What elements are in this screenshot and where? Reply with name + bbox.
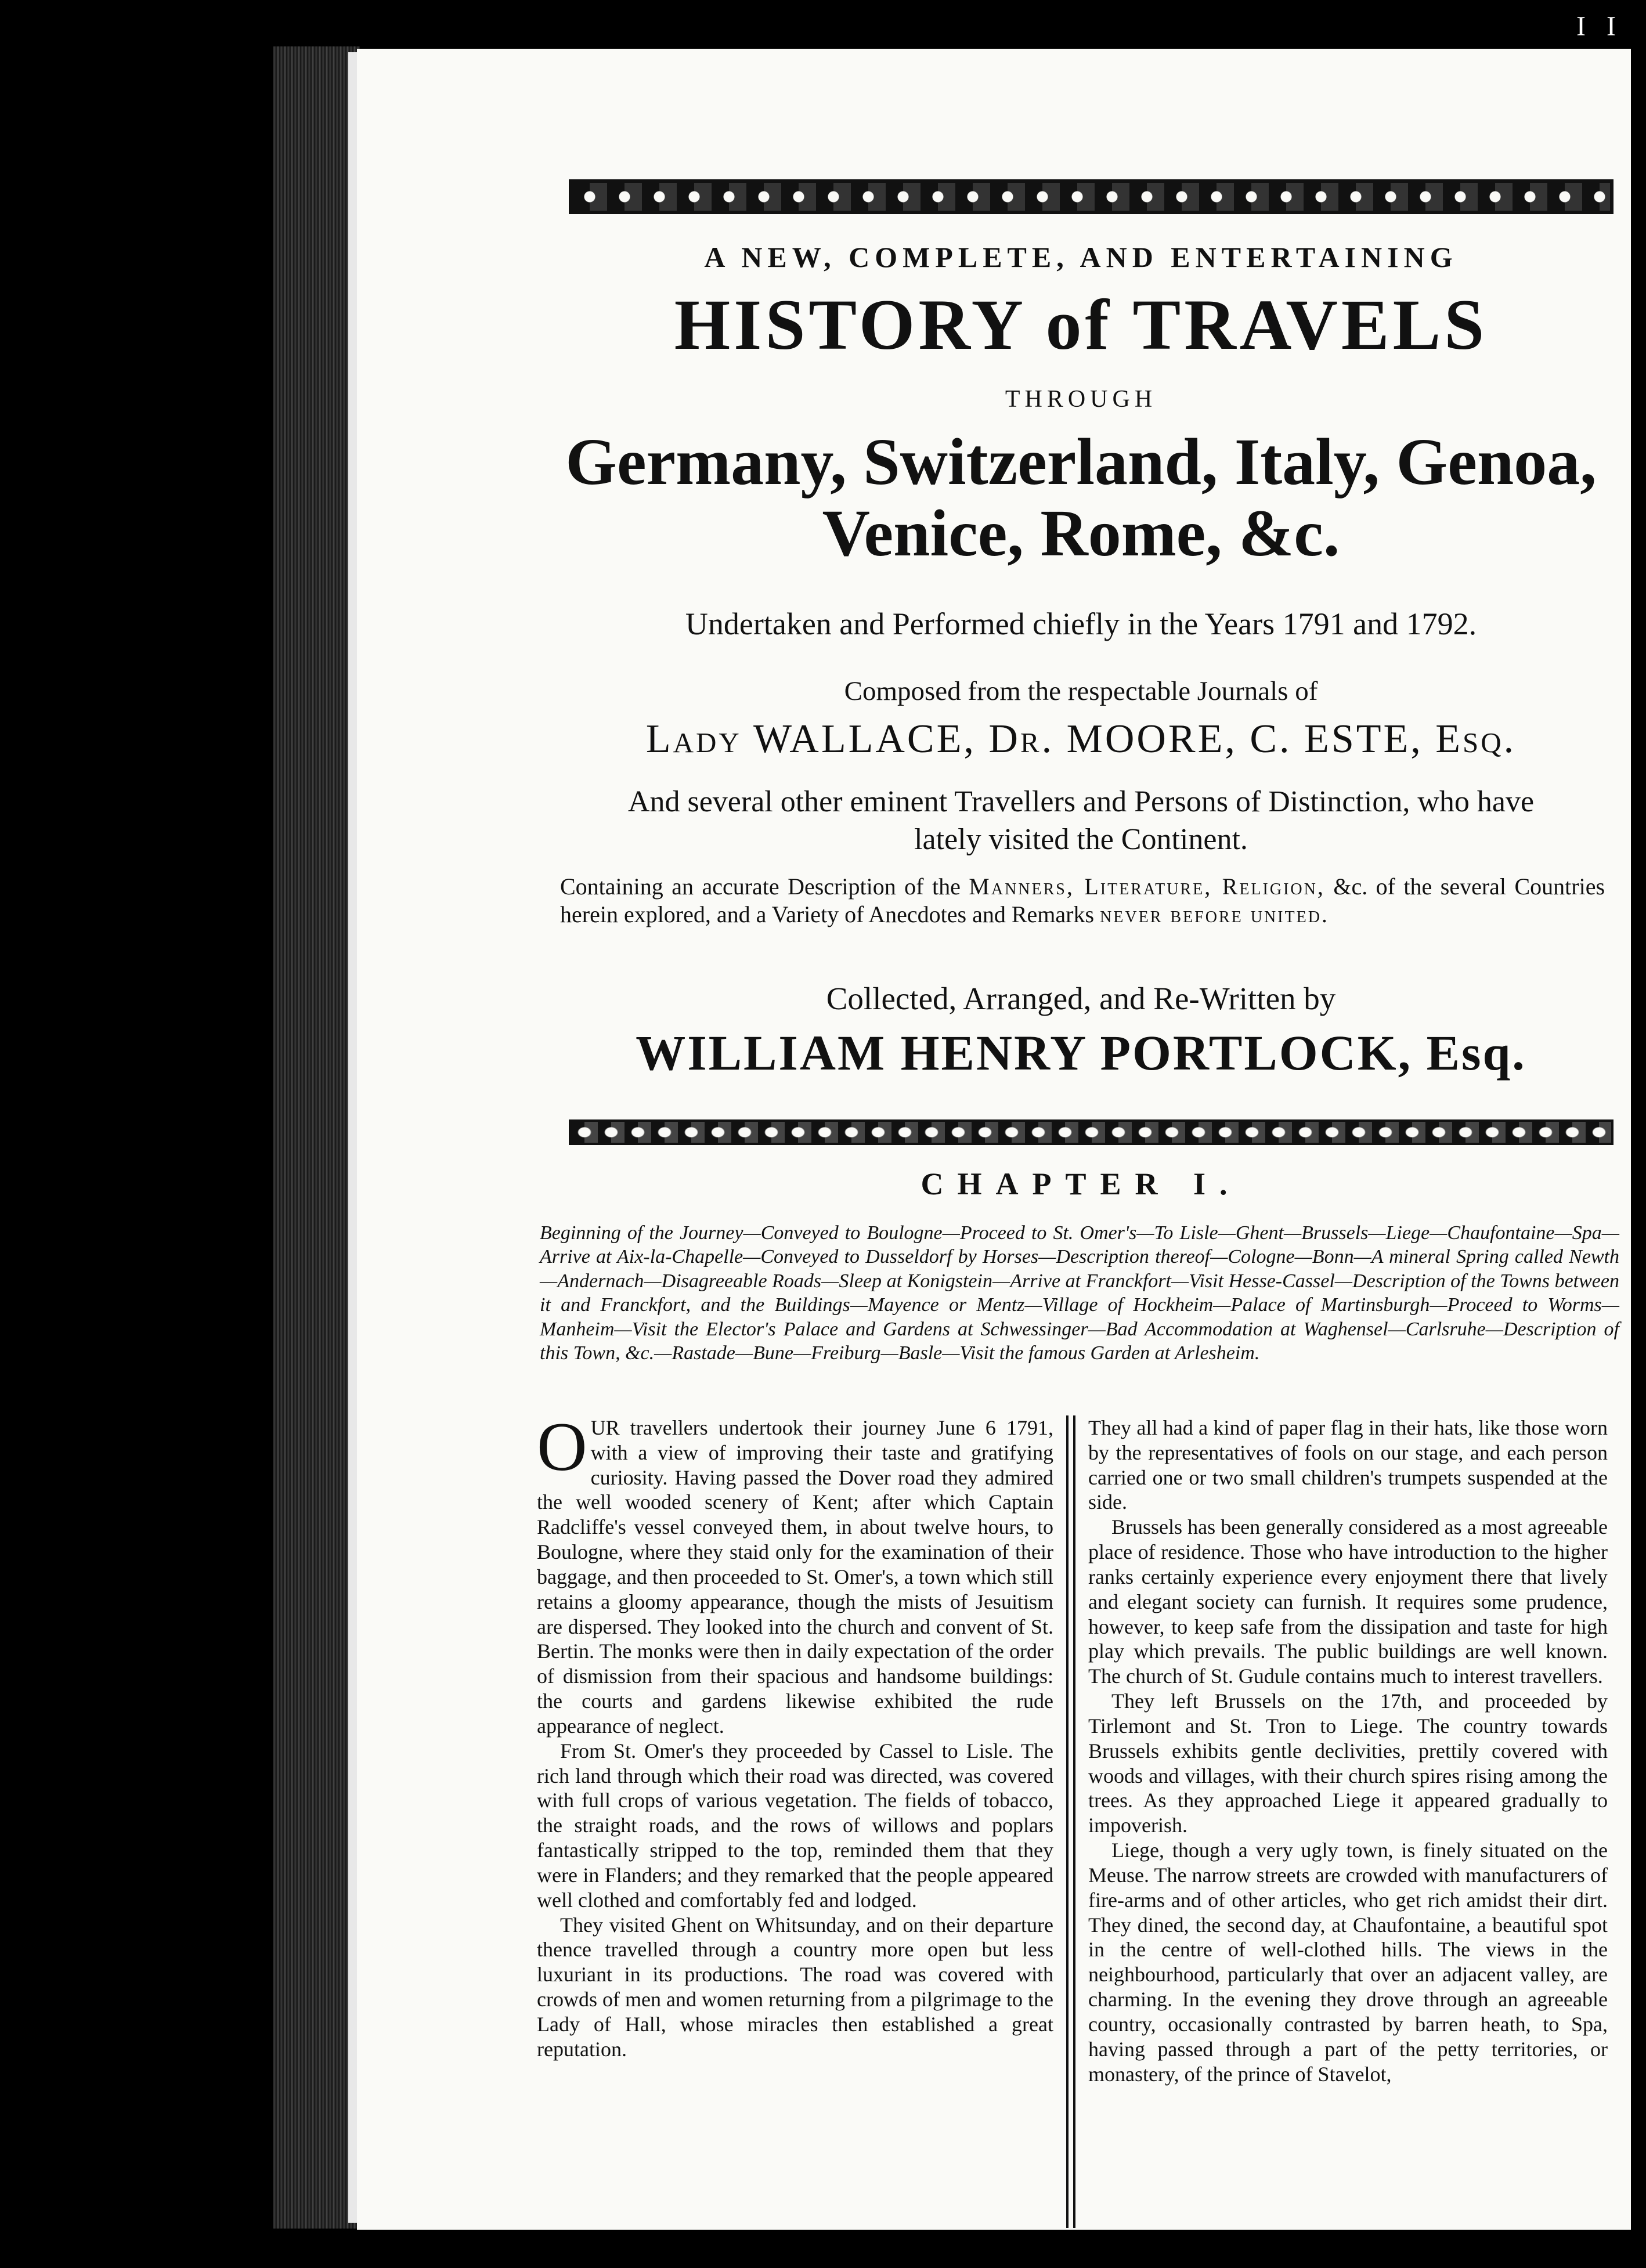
corner-mark: I I — [1576, 11, 1623, 42]
containing-end: never before united. — [1100, 901, 1329, 927]
composed-line: Composed from the respectable Journals of — [844, 676, 1318, 706]
body-column-right — [1088, 1415, 1608, 2086]
others-line-1: And several other eminent Travellers and Persons of Distinction, who have — [627, 785, 1535, 818]
book-spine — [273, 46, 360, 2229]
paragraph: From St. Omer's they proceeded by Cassel to Lisle. The rich land through which their road was directed, was covered with full crops of various vegetation. The fields of tobacco, the straight roads, and the rows of willows and poplars fantastically stripped to the top, reminded them that they were in Flanders; and they remarked that the people appeared well clothed and comfortably fed and lodged. — [537, 1739, 1053, 1912]
containing-paragraph — [560, 873, 1605, 929]
book-page — [357, 49, 1631, 2230]
paragraph: Brussels has been generally considered as a most agreeable place of residence. Those who have introduction to the higher ranks certainly experience every enjoyment there that lively and elegant society can furnish. It requires some prudence, however, to keep safe from the dissipation and taste for high play which prevails. The public buildings are well known. The church of St. Gudule contains much to interest travellers. — [1088, 1515, 1608, 1688]
countries-line-2: Venice, Rome, &c. — [822, 496, 1340, 570]
chapter-heading: CHAPTER I. — [921, 1166, 1241, 1201]
authors-line: Lady WALLACE, Dr. MOORE, C. ESTE, Esq. — [645, 717, 1517, 761]
paragraph: They visited Ghent on Whitsunday, and on their departure thence travelled through a country more open but less luxuriant in its productions. The road was covered with crowds of men and women returning from a pilgrimage to the Lady of Hall, whose miracles then established a great reputation. — [537, 1913, 1053, 2061]
containing-mid: &c. of the several Countries herein explored, and a Variety of Anecdotes and Remarks — [560, 873, 1605, 927]
compiler-name: WILLIAM HENRY PORTLOCK, Esq. — [636, 1025, 1526, 1081]
ornamental-border-top — [569, 179, 1613, 214]
dates-line: Undertaken and Performed chiefly in the Years 1791 and 1792. — [685, 606, 1477, 641]
countries-title — [543, 426, 1619, 569]
ornamental-border-middle — [569, 1119, 1613, 1145]
containing-prefix: Containing an accurate Description of the — [560, 873, 961, 900]
others-line-2: lately visited the Continent. — [914, 823, 1248, 856]
containing-caps: Manners, Literature, Religion, — [969, 873, 1325, 900]
countries-line-1: Germany, Switzerland, Italy, Genoa, — [565, 425, 1597, 499]
paragraph: OUR travellers undertook their journey June 6 1791, with a view of improving their taste and gratifying curiosity. Having passed the Dover road they admired the well wooded scenery of Kent; after which Captain Radcliffe's vessel conveyed them, in about twelve hours, to Boulogne, where they staid only for the examination of their baggage, and then proceeded to St. Omer's, a town which still retains a gloomy appearance, though the mists of Jesuitism are dispersed. They looked into the church and convent of St. Bertin. The monks were then in daily expectation of the order of dismission from their spacious and handsome buildings: the courts and gardens likewise exhibited the rude appearance of neglect. — [537, 1408, 1053, 1738]
paragraph: They all had a kind of paper flag in their hats, like those worn by the representatives of fools on our stage, and each person carried one or two small children's trumpets suspended at the side. — [1088, 1416, 1608, 1514]
paragraph: They left Brussels on the 17th, and proceeded by Tirlemont and St. Tron to Liege. The country towards Brussels exhibits gentle declivities, prettily covered with woods and villages, with their church spires rising among the trees. As they approached Liege it appeared gradually to impoverish. — [1088, 1689, 1608, 1837]
others-line — [543, 783, 1619, 858]
through-label: THROUGH — [1005, 386, 1157, 413]
body-column-left — [537, 1408, 1053, 2062]
paragraph: Liege, though a very ugly town, is finely situated on the Meuse. The narrow streets are crowded with manufacturers of fire-arms and of other articles, who get rich amidst their dirt. They dined, the second day, at Chaufontaine, a beautiful spot in the centre of well-clothed hills. The views in the neighbourhood, particularly that over an adjacent valley, are charming. In the evening they drove through an agreeable country, occasionally contrasted by barren heath, to Spa, having passed through a part of the petty territories, or monastery, of the prince of Stavelot, — [1088, 1839, 1608, 2086]
column-rule — [1066, 1415, 1075, 2228]
collected-line: Collected, Arranged, and Re-Written by — [826, 981, 1336, 1016]
drop-cap: O — [537, 1408, 587, 1485]
chapter-synopsis: Beginning of the Journey—Conveyed to Boulogne—Proceed to St. Omer's—To Lisle—Ghent—Brussels—Liege—Chaufontaine—Spa—Arrive at Aix-la-Chapelle—Conveyed to Dusseldorf by Horses—Description thereof—Cologne—Bonn—A mineral Spring called Newth—Andernach—Disagreeable Roads—Sleep at Konigstein—Arrive at Franckfort—Visit Hesse-Cassel—Description of the Towns between it and Franckfort, and the Buildings—Mayence or Mentz—Village of Hockheim—Palace of Martinsburgh—Proceed to Worms—Manheim—Visit the Elector's Palace and Gardens at Schwessinger—Bad Accommodation at Waghensel—Carlsruhe—Description of this Town, &c.—Rastade—Bune—Freiburg—Basle—Visit the famous Garden at Arlesheim. — [540, 1222, 1619, 1364]
pre-title: A NEW, COMPLETE, AND ENTERTAINING — [704, 241, 1458, 273]
main-title: HISTORY of TRAVELS — [674, 285, 1488, 364]
